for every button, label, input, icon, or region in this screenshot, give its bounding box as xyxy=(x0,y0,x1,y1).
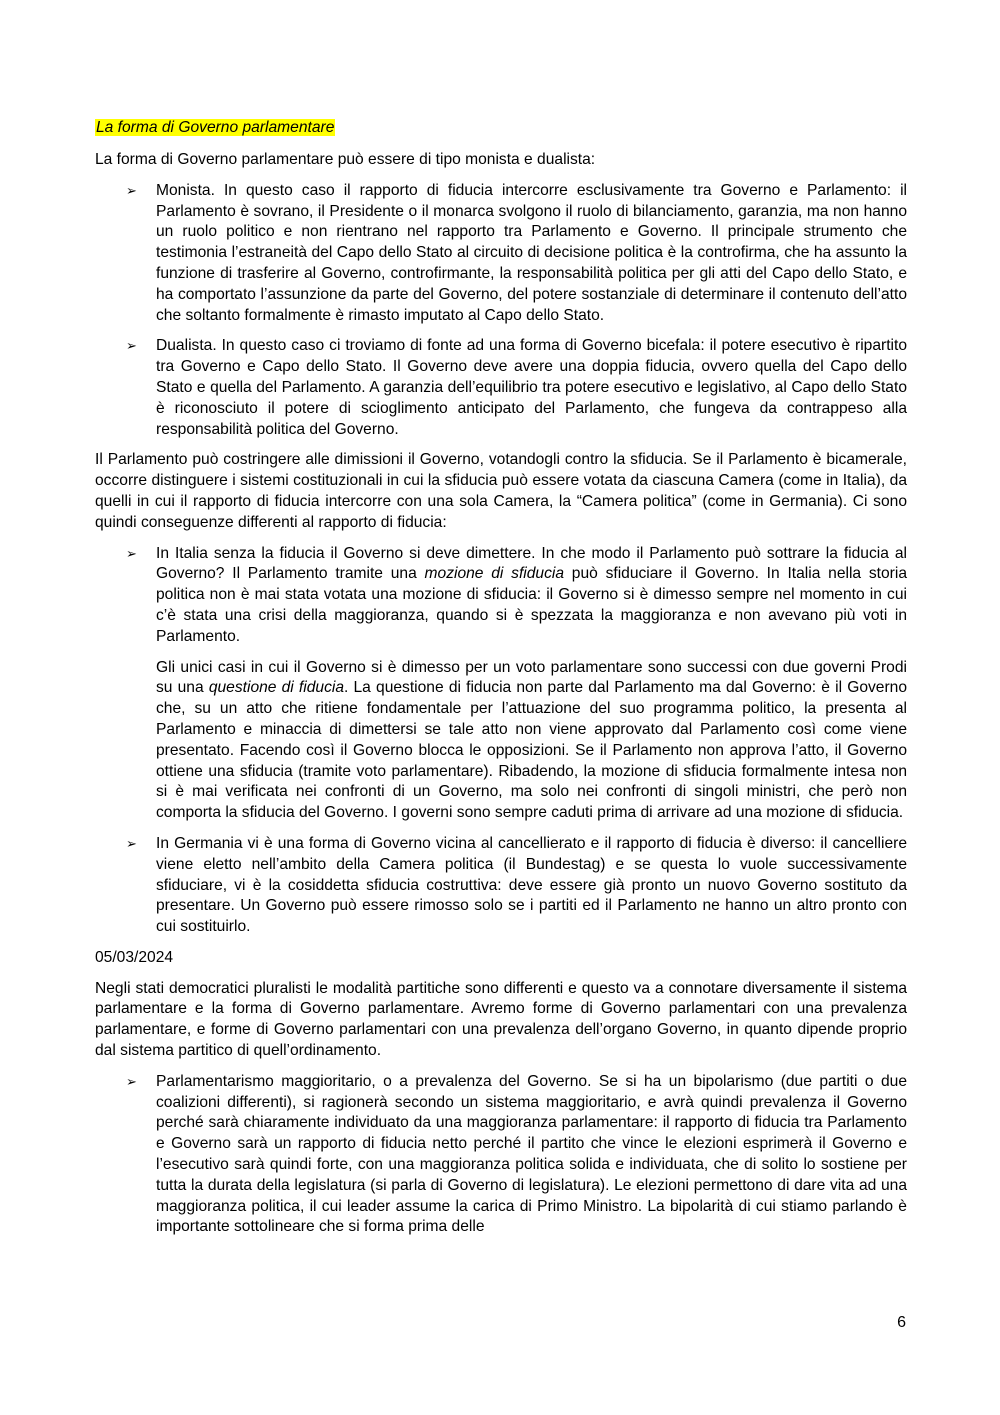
emphasis: mozione di sfiducia xyxy=(424,565,565,583)
list-item-germania xyxy=(95,834,907,938)
paragraph-pluralisti: Negli stati democratici pluralisti le modalità partitiche sono differenti e questo va a connotare diversamente il sistema parlamentare e la forma di Governo parlamentare. Avremo forme di Governo parlamentari con una prevalenza parlamentare, e forme di Governo parlamentari con una prevalenza dell’organo Governo, in quanto dipende proprio dal sistema partitico di quell’ordinamento. xyxy=(95,979,907,1060)
list-item-text: Dualista. In questo caso ci troviamo di fonte ad una forma di Governo bicefala: il potere esecutivo è ripartito tra Governo e Capo dello Stato. Il Governo deve avere una doppia fiducia, ovvero quella del Capo dello Stato e quella del Parlamento. A garanzia dell’equilibrio tra potere esecutivo e legislativo, al Capo dello Stato è riconosciuto il potere di scioglimento anticipato del Parlamento, che fungeva da contrappeso alla responsabilità politica del Governo. xyxy=(156,337,907,438)
intro-paragraph: La forma di Governo parlamentare può essere di tipo monista e dualista: xyxy=(95,151,596,168)
list-item-text: Monista. In questo caso il rapporto di fiducia intercorre esclusivamente tra Governo e Parlamento: il Parlamento è sovrano, il Presidente o il monarca svolgono il ruolo di bilanciamento, garanzia, ma non hanno un ruolo politico e non rientrano nel rapporto tra Parlamento e Governo. Il principale strumento che testimonia l’estraneità del Capo dello Stato al circuito di decisione politica è la controfirma, che ha assunto la funzione di trasferire al Governo, controfirmante, la responsabilità politica per gli atti del Capo dello Stato, e ha comportato l’assunzione da parte del Governo, del potere sostanziale di determinare il contenuto dell’atto che soltanto formalmente è rimasto imputato al Capo dello Stato. xyxy=(156,181,907,324)
list-item-maggioritario xyxy=(95,1072,907,1238)
arrow-bullet-icon: ➢ xyxy=(126,545,137,561)
date-line: 05/03/2024 xyxy=(95,948,174,966)
arrow-bullet-icon: ➢ xyxy=(126,338,137,354)
arrow-bullet-icon: ➢ xyxy=(126,1073,137,1089)
emphasis: questione di fiducia xyxy=(208,679,345,697)
list-item-text: In Germania vi è una forma di Governo vicina al cancellierato e il rapporto di fiducia è diverso: il cancelliere viene eletto nell’ambito della Camera politica (il Bundestag) e se questa lo vuole successivamente sfiduciare, vi è la cosiddetta sfiducia costruttiva: deve essere già pronto un nuovo Governo sostituto da presentare. Un Governo può essere rimosso solo se i partiti ed il Parlamento ne hanno un altro pronto con cui sostituirlo. xyxy=(156,834,907,936)
section-title: La forma di Governo parlamentare xyxy=(96,119,335,136)
list-item-dualista xyxy=(95,336,907,440)
section-heading xyxy=(95,116,907,140)
list-item-italia xyxy=(95,544,907,824)
paragraph-sfiducia: Il Parlamento può costringere alle dimissioni il Governo, votandogli contro la sfiducia. Se il Parlamento è bicamerale, occorre distinguere i sistemi costituzionali in cui la sfiducia può essere votata da ciascuna Camera (come in Italia), da quelli in cui il rapporto di fiducia intercorre con una sola Camera, la “Camera politica” (come in Germania). Ci sono quindi conseguenze differenti al rapporto di fiducia: xyxy=(95,451,907,531)
page-body xyxy=(95,116,907,1248)
list-item-text: Gli unici casi in cui il Governo si è dimesso per un voto parlamentare sono successi con due governi Prodi su una questione di fiducia. La questione di fiducia non parte dal Parlamento ma dal Governo: è il Governo che, su un atto che ritiene fondamentale per l’attuazione del suo programma politico, la presenta al Parlamento e minaccia di dimettersi se tale atto non viene approvato dal Parlamento così come viene presentato. Facendo così il Governo blocca le opposizioni. Se il Parlamento non approva l’atto, il Governo ottiene una sfiducia (tramite voto parlamentare). Ribadendo, la mozione di sfiducia formalmente intesa non si è mai verificata nei confronti di un Governo, ma solo nei confronti di singoli ministri, che però non comporta la sfiducia del Governo. I governi sono sempre caduti prima di arrivare ad una mozione di sfiducia. xyxy=(156,658,908,822)
list-item-text: In Italia senza la fiducia il Governo si deve dimettere. In che modo il Parlamento può sottrare la fiducia al Governo? Il Parlamento tramite una mozione di sfiducia può sfiduciare il Governo. In Italia nella storia politica non è mai stata votata una mozione di sfiducia: il Governo si è dimesso sempre nel momento in cui c’è stata una crisi della maggioranza, quando si è spezzata la maggioranza e non avevano più voti in Parlamento. xyxy=(156,544,907,645)
page-number: 6 xyxy=(897,1314,906,1331)
list-item-monista xyxy=(95,181,907,327)
arrow-bullet-icon: ➢ xyxy=(126,835,137,851)
list-item-text: Parlamentarismo maggioritario, o a prevalenza del Governo. Se si ha un bipolarismo (due partiti o due coalizioni differenti), si ragionerà secondo un sistema maggioritario, e avrà quindi prevalenza il Governo perché sarà chiaramente individuato da una maggioranza parlamentare: il rapporto di fiducia tra Parlamento e Governo sarà un rapporto di fiducia netto perché il partito che vince le elezioni esprimerà il Governo e l’esecutivo sarà quindi forte, con una maggioranza politica solida e individuata, che di solito lo sostiene per tutta la durata della legislatura (si parla di Governo di legislatura). Le elezioni permettono di dare vita ad una maggioranza politica, il cui leader assume la carica di Primo Ministro. La bipolarità di cui stiamo parlando è importante sottolineare che si forma prima delle xyxy=(156,1072,907,1236)
arrow-bullet-icon: ➢ xyxy=(126,182,137,198)
